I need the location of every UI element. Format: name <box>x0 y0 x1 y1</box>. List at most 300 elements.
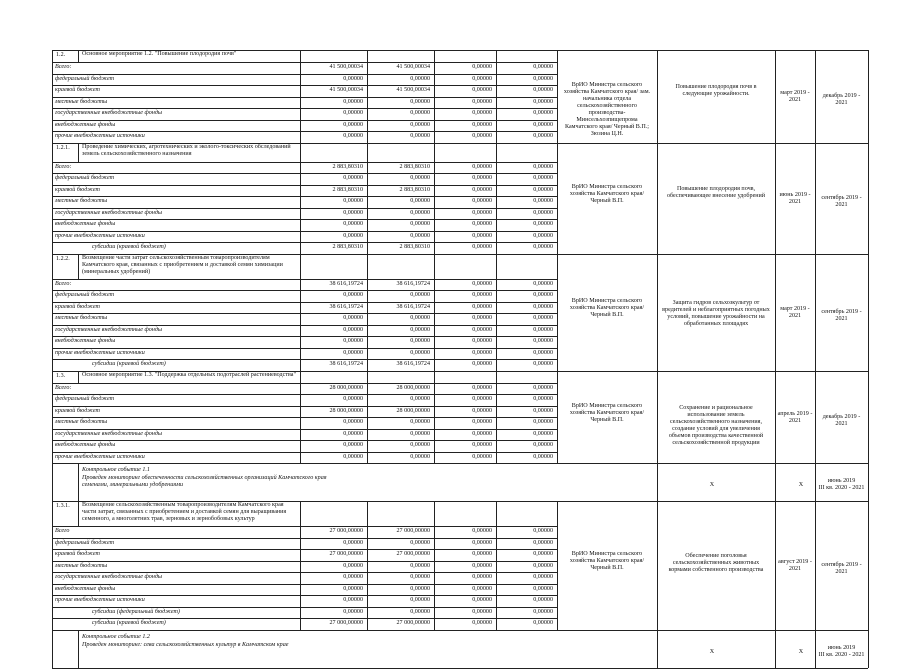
row-rule <box>52 185 557 186</box>
amount-cell: 0,00000 <box>343 221 363 227</box>
amount-cell: 0,00000 <box>533 198 553 204</box>
amount-cell: 0,00000 <box>533 98 553 105</box>
col-rule <box>496 143 497 254</box>
amount-cell: 0,00000 <box>343 175 363 181</box>
col-rule <box>657 254 658 371</box>
col-rule <box>868 501 869 630</box>
amount-cell: 0,00000 <box>533 562 553 569</box>
amount-cell: 0,00000 <box>533 338 553 344</box>
amount-cell: 28 000,00000 <box>329 384 363 391</box>
col-rule <box>657 463 658 501</box>
amount-cell: 0,00000 <box>343 597 363 603</box>
amount-cell: 0,00000 <box>472 551 492 557</box>
row-rule <box>52 595 557 596</box>
row-rule <box>52 74 557 75</box>
check-top-rule <box>52 463 868 464</box>
row-rule <box>52 208 557 209</box>
amount-cell: 0,00000 <box>343 326 363 333</box>
amount-cell: 0,00000 <box>343 133 363 139</box>
checkpoint-period: III кв. 2020 - 2021 <box>818 651 865 658</box>
row-rule <box>52 452 557 453</box>
col-rule <box>78 630 79 668</box>
amount-cell: 0,00000 <box>472 384 492 391</box>
amount-cell: 41 500,00034 <box>329 64 363 70</box>
executor-text: ВрИО Министра сельского хозяйства Камчатского края/Черный В.П. <box>569 298 645 318</box>
amount-cell: 0,00000 <box>343 315 363 321</box>
col-rule <box>557 501 558 630</box>
amount-cell: 0,00000 <box>410 562 430 569</box>
row-rule <box>52 561 557 562</box>
amount-cell: 0,00000 <box>472 280 492 287</box>
col-rule <box>775 371 776 464</box>
row-label: федеральный бюджет <box>55 175 115 181</box>
amount-cell: 0,00000 <box>472 232 492 239</box>
col-rule <box>52 463 53 501</box>
col-rule <box>78 50 79 62</box>
col-rule <box>52 50 53 143</box>
row-label: местные бюджеты <box>55 562 108 569</box>
col-rule <box>775 254 776 371</box>
row-label: местные бюджеты <box>55 198 108 204</box>
row-rule <box>52 549 557 550</box>
amount-cell: 0,00000 <box>533 244 553 250</box>
amount-cell: 0,00000 <box>410 539 430 546</box>
checkpoint-date: июнь 2019 <box>827 478 856 484</box>
amount-cell: 0,00000 <box>472 430 492 437</box>
row-rule <box>52 131 557 132</box>
amount-cell: 0,00000 <box>343 232 363 239</box>
col-rule <box>300 254 301 371</box>
checkpoint-x: X <box>798 648 804 655</box>
col-rule <box>300 501 301 630</box>
start-date: март 2019 - 2021 <box>780 306 810 319</box>
amount-cell: 27 000,00000 <box>329 528 363 534</box>
row-label: Всего: <box>55 64 72 70</box>
row-rule <box>52 417 557 418</box>
col-rule <box>775 50 776 143</box>
amount-cell: 38 616,19724 <box>396 280 430 287</box>
end-date: декабрь 2019 - 2021 <box>822 413 861 427</box>
amount-cell: 0,00000 <box>343 121 363 128</box>
amount-cell: 0,00000 <box>472 209 492 216</box>
amount-cell: 0,00000 <box>472 597 492 603</box>
amount-cell: 0,00000 <box>410 98 430 105</box>
row-rule <box>52 429 557 430</box>
amount-cell: 0,00000 <box>533 64 553 70</box>
amount-cell: 0,00000 <box>343 430 363 437</box>
amount-cell: 0,00000 <box>533 528 553 534</box>
checkpoint-date: июнь 2019 <box>827 644 856 651</box>
block-code: 1.2.1. <box>56 144 70 151</box>
amount-cell: 0,00000 <box>343 574 363 580</box>
amount-cell: 27 000,00000 <box>329 620 363 626</box>
amount-cell: 38 616,19724 <box>329 361 363 367</box>
row-label: прочие внебюджетные источники <box>55 597 145 603</box>
col-rule <box>815 50 816 143</box>
row-rule <box>52 108 557 109</box>
amount-cell: 0,00000 <box>343 442 363 448</box>
row-label: Всего: <box>55 384 72 391</box>
row-label: субсидии (краевой бюджет) <box>92 244 166 250</box>
amount-cell: 28 000,00000 <box>329 407 363 414</box>
col-rule <box>775 463 776 501</box>
amount-cell: 0,00000 <box>533 163 553 170</box>
amount-cell: 0,00000 <box>533 121 553 128</box>
amount-cell: 0,00000 <box>533 280 553 287</box>
start-date: июнь 2019 - 2021 <box>779 192 811 205</box>
col-rule <box>815 630 816 668</box>
amount-cell: 0,00000 <box>410 221 430 227</box>
col-rule <box>78 254 79 279</box>
row-label: государственные внебюджетные фонды <box>55 326 163 333</box>
amount-cell: 0,00000 <box>472 396 492 402</box>
row-rule <box>52 313 557 314</box>
amount-cell: 0,00000 <box>533 396 553 402</box>
row-rule <box>52 162 557 163</box>
block-title: Основное мероприятие 1.2. "Повышение плодородия почв" <box>82 51 237 57</box>
checkpoint-x: X <box>709 648 715 655</box>
amount-cell: 0,00000 <box>343 98 363 105</box>
amount-cell: 0,00000 <box>533 175 553 181</box>
col-rule <box>657 630 658 668</box>
amount-cell: 0,00000 <box>533 407 553 414</box>
row-rule <box>52 219 557 220</box>
col-rule <box>52 254 53 371</box>
row-rule <box>52 85 557 86</box>
amount-cell: 0,00000 <box>410 121 430 128</box>
row-rule <box>52 62 557 63</box>
amount-cell: 0,00000 <box>410 198 430 204</box>
col-rule <box>496 501 497 630</box>
amount-cell: 41 500,00034 <box>396 87 430 93</box>
row-rule <box>52 607 557 608</box>
amount-cell: 0,00000 <box>472 175 492 181</box>
col-rule <box>496 254 497 371</box>
amount-cell: 0,00000 <box>343 562 363 569</box>
amount-cell: 0,00000 <box>472 453 492 460</box>
amount-cell: 41 500,00034 <box>396 64 430 70</box>
block-code: 1.2.2. <box>56 255 70 262</box>
end-date: сентябрь 2019 - 2021 <box>821 195 862 208</box>
row-label: федеральный бюджет <box>55 75 115 82</box>
col-rule <box>300 143 301 254</box>
col-rule <box>557 254 558 371</box>
row-rule <box>52 290 557 291</box>
amount-cell: 0,00000 <box>472 221 492 227</box>
amount-cell: 0,00000 <box>533 384 553 391</box>
row-rule <box>52 572 557 573</box>
amount-cell: 2 883,80310 <box>399 244 430 250</box>
col-rule <box>434 501 435 630</box>
row-label: субсидии (краевой бюджет) <box>92 361 166 367</box>
col-rule <box>815 143 816 254</box>
col-rule <box>868 371 869 464</box>
result-text: Повышение плодородия почв в следующие урожайности. <box>675 84 757 98</box>
amount-cell: 2 883,80310 <box>332 244 363 250</box>
row-rule <box>52 279 557 280</box>
row-label: федеральный бюджет <box>55 396 115 402</box>
amount-cell: 0,00000 <box>533 209 553 216</box>
col-rule <box>52 371 53 464</box>
amount-cell: 0,00000 <box>472 121 492 128</box>
col-rule <box>78 501 79 526</box>
col-rule <box>367 50 368 143</box>
row-rule <box>52 584 557 585</box>
checkpoint-x: X <box>798 482 804 488</box>
amount-cell: 0,00000 <box>410 349 430 356</box>
col-rule <box>868 254 869 371</box>
amount-cell: 0,00000 <box>343 419 363 425</box>
row-rule <box>52 394 557 395</box>
amount-cell: 0,00000 <box>472 110 492 116</box>
amount-cell: 0,00000 <box>343 349 363 356</box>
col-rule <box>868 630 869 668</box>
amount-cell: 0,00000 <box>410 232 430 239</box>
row-rule <box>52 406 557 407</box>
amount-cell: 2 883,80310 <box>399 186 430 193</box>
amount-cell: 0,00000 <box>533 551 553 557</box>
amount-cell: 0,00000 <box>472 361 492 367</box>
row-label: государственные внебюджетные фонды <box>55 430 163 437</box>
amount-cell: 27 000,00000 <box>396 551 430 557</box>
amount-cell: 0,00000 <box>472 315 492 321</box>
row-rule <box>52 383 557 384</box>
row-rule <box>52 173 557 174</box>
row-rule <box>52 440 557 441</box>
amount-cell: 27 000,00000 <box>396 528 430 534</box>
row-label: местные бюджеты <box>55 315 108 321</box>
amount-cell: 27 000,00000 <box>396 620 430 626</box>
amount-cell: 0,00000 <box>533 186 553 193</box>
row-label: федеральный бюджет <box>55 539 115 546</box>
row-rule <box>52 348 557 349</box>
amount-cell: 0,00000 <box>472 419 492 425</box>
row-label: Всего: <box>55 280 72 287</box>
col-rule <box>367 371 368 464</box>
result-text: Повышение плодородия почв, обеспечивающее внесение удобрений <box>666 186 766 199</box>
col-rule <box>557 143 558 254</box>
amount-cell: 0,00000 <box>472 338 492 344</box>
executor-text: ВрИО Министра сельского хозяйства Камчатского края/Черный В.П. <box>569 551 645 572</box>
row-rule <box>52 302 557 303</box>
checkpoint-period: III кв. 2020 - 2021 <box>818 485 865 491</box>
amount-cell: 0,00000 <box>533 326 553 333</box>
amount-cell: 0,00000 <box>472 620 492 626</box>
checkpoint-text: Проведен мониторинг: сева сельскохозяйственных культур в Камчатском крае <box>82 641 289 648</box>
amount-cell: 0,00000 <box>533 361 553 367</box>
amount-cell: 0,00000 <box>472 303 492 310</box>
amount-cell: 0,00000 <box>410 430 430 437</box>
row-label: внебюджетные фонды <box>55 121 116 128</box>
col-rule <box>367 143 368 254</box>
col-rule <box>815 254 816 371</box>
amount-cell: 27 000,00000 <box>329 551 363 557</box>
row-label: федеральный бюджет <box>55 292 115 298</box>
amount-cell: 38 616,19724 <box>396 303 430 310</box>
amount-cell: 0,00000 <box>343 110 363 116</box>
amount-cell: 0,00000 <box>533 608 553 615</box>
block-title: Проведение химических, агротехнических и эколого-токсических обследований земель сельскохозяйственного назначения <box>82 143 291 157</box>
amount-cell: 0,00000 <box>343 209 363 216</box>
amount-cell: 38 616,19724 <box>329 280 363 287</box>
amount-cell: 0,00000 <box>533 221 553 227</box>
amount-cell: 0,00000 <box>533 315 553 321</box>
amount-cell: 0,00000 <box>472 407 492 414</box>
amount-cell: 0,00000 <box>410 315 430 321</box>
col-rule <box>657 50 658 143</box>
row-rule <box>52 120 557 121</box>
col-rule <box>496 50 497 143</box>
amount-cell: 0,00000 <box>472 244 492 250</box>
col-rule <box>300 371 301 464</box>
row-label: краевой бюджет <box>55 551 100 557</box>
amount-cell: 0,00000 <box>410 608 430 615</box>
row-label: Всего: <box>55 163 72 170</box>
amount-cell: 0,00000 <box>472 326 492 333</box>
row-label: прочие внебюджетные источники <box>55 453 145 460</box>
col-rule <box>657 371 658 464</box>
amount-cell: 0,00000 <box>533 349 553 356</box>
result-text: Обеспечение поголовья сельскохозяйственных животных кормами собственного производства <box>668 553 764 574</box>
amount-cell: 0,00000 <box>533 75 553 82</box>
result-text: Защита гидров сельхозкультур от вредителей и неблагоприятных погодных условий, повышение урожайности на обработанных площадях <box>662 300 770 327</box>
col-rule <box>775 143 776 254</box>
amount-cell: 0,00000 <box>410 133 430 139</box>
amount-cell: 0,00000 <box>410 175 430 181</box>
amount-cell: 0,00000 <box>533 87 553 93</box>
amount-cell: 0,00000 <box>343 292 363 298</box>
col-rule <box>775 630 776 668</box>
amount-cell: 2 883,80310 <box>332 186 363 193</box>
amount-cell: 0,00000 <box>410 453 430 460</box>
row-label: внебюджетные фонды <box>55 338 116 344</box>
amount-cell: 0,00000 <box>533 574 553 580</box>
amount-cell: 0,00000 <box>343 75 363 82</box>
row-label: прочие внебюджетные источники <box>55 349 145 356</box>
amount-cell: 38 616,19724 <box>329 303 363 310</box>
amount-cell: 0,00000 <box>410 396 430 402</box>
amount-cell: 0,00000 <box>410 597 430 603</box>
col-rule <box>657 501 658 630</box>
amount-cell: 28 000,00000 <box>396 407 430 414</box>
amount-cell: 0,00000 <box>343 198 363 204</box>
amount-cell: 0,00000 <box>472 87 492 93</box>
row-label: Всего <box>55 528 70 534</box>
row-rule <box>52 526 557 527</box>
row-rule <box>52 97 557 98</box>
amount-cell: 0,00000 <box>472 198 492 204</box>
col-rule <box>52 501 53 630</box>
amount-cell: 0,00000 <box>472 64 492 70</box>
amount-cell: 0,00000 <box>533 453 553 460</box>
col-rule <box>496 371 497 464</box>
checkpoint-title: Контрольное событие 1.2 <box>82 633 150 640</box>
amount-cell: 0,00000 <box>343 539 363 546</box>
amount-cell: 0,00000 <box>472 75 492 82</box>
block-title: Возмещение сельскохозяйственным товаропроизводителям Камчатского края части затрат, связанных с приобретением и доставкой семян для выращивания семенного, а многолетних трав, зерновых и зернобобовых культур <box>82 502 287 522</box>
amount-cell: 0,00000 <box>410 574 430 580</box>
row-rule <box>52 196 557 197</box>
executor-text: ВрИО Министра сельского хозяйства Камчатского края/Черный В.П. <box>569 184 645 204</box>
start-date: август 2019 - 2021 <box>778 559 812 573</box>
start-date: март 2019 - 2021 <box>780 90 810 104</box>
col-rule <box>657 143 658 254</box>
col-rule <box>300 50 301 143</box>
col-rule <box>434 50 435 143</box>
col-rule <box>815 463 816 501</box>
row-label: краевой бюджет <box>55 407 100 414</box>
col-rule <box>434 254 435 371</box>
col-rule <box>367 254 368 371</box>
amount-cell: 0,00000 <box>472 133 492 139</box>
amount-cell: 2 883,80310 <box>332 163 363 170</box>
amount-cell: 0,00000 <box>533 232 553 239</box>
end-date: сентябрь 2019 - 2021 <box>821 309 862 322</box>
amount-cell: 0,00000 <box>410 442 430 448</box>
col-rule <box>78 143 79 162</box>
amount-cell: 0,00000 <box>343 608 363 615</box>
col-rule <box>434 371 435 464</box>
row-label: внебюджетные фонды <box>55 585 116 592</box>
col-rule <box>52 143 53 254</box>
col-rule <box>868 50 869 143</box>
amount-cell: 0,00000 <box>472 539 492 546</box>
row-label: внебюджетные фонды <box>55 442 116 448</box>
row-rule <box>52 538 557 539</box>
amount-cell: 0,00000 <box>472 186 492 193</box>
check-top-rule <box>52 630 868 631</box>
amount-cell: 2 883,80310 <box>399 163 430 170</box>
row-rule <box>52 618 557 619</box>
col-rule <box>78 463 79 501</box>
row-label: краевой бюджет <box>55 186 100 193</box>
amount-cell: 0,00000 <box>533 133 553 139</box>
amount-cell: 0,00000 <box>533 419 553 425</box>
col-rule <box>815 371 816 464</box>
amount-cell: 0,00000 <box>533 620 553 626</box>
row-rule <box>52 336 557 337</box>
block-code: 1.3. <box>56 372 66 379</box>
amount-cell: 41 500,00034 <box>329 87 363 93</box>
amount-cell: 0,00000 <box>472 574 492 580</box>
amount-cell: 0,00000 <box>410 292 430 298</box>
checkpoint-title: Контрольное событие 1.1 <box>82 467 150 473</box>
row-label: государственные внебюджетные фонды <box>55 574 163 580</box>
row-rule <box>52 359 557 360</box>
amount-cell: 0,00000 <box>472 608 492 615</box>
row-rule <box>52 231 557 232</box>
amount-cell: 0,00000 <box>533 110 553 116</box>
amount-cell: 0,00000 <box>533 292 553 298</box>
block-title: Возмещение части затрат сельскохозяйственным товаропроизводителям Камчатского края, связанных с приобретением и доставкой семян химизации (минеральных удобрений) <box>82 254 283 275</box>
end-date: декабрь 2019 - 2021 <box>822 93 861 107</box>
block-code: 1.2. <box>56 52 66 58</box>
amount-cell: 0,00000 <box>533 597 553 603</box>
amount-cell: 0,00000 <box>410 75 430 82</box>
row-label: субсидии (федеральный бюджет) <box>92 608 180 615</box>
row-label: местные бюджеты <box>55 419 108 425</box>
row-rule <box>52 242 557 243</box>
amount-cell: 0,00000 <box>472 585 492 592</box>
amount-cell: 0,00000 <box>410 338 430 344</box>
row-label: внебюджетные фонды <box>55 221 116 227</box>
amount-cell: 0,00000 <box>533 430 553 437</box>
end-date: сентябрь 2019 - 2021 <box>821 562 862 576</box>
executor-text: ВрИО Министра сельского хозяйства Камчатского края/ зам. начальника отдела сельскохозяйственного производства-Минсельхозпищепрома Камчатского края/ Черный В.П.; Зюзина Ц.Н. <box>563 82 651 138</box>
amount-cell: 0,00000 <box>410 326 430 333</box>
row-rule <box>52 325 557 326</box>
amount-cell: 0,00000 <box>472 292 492 298</box>
